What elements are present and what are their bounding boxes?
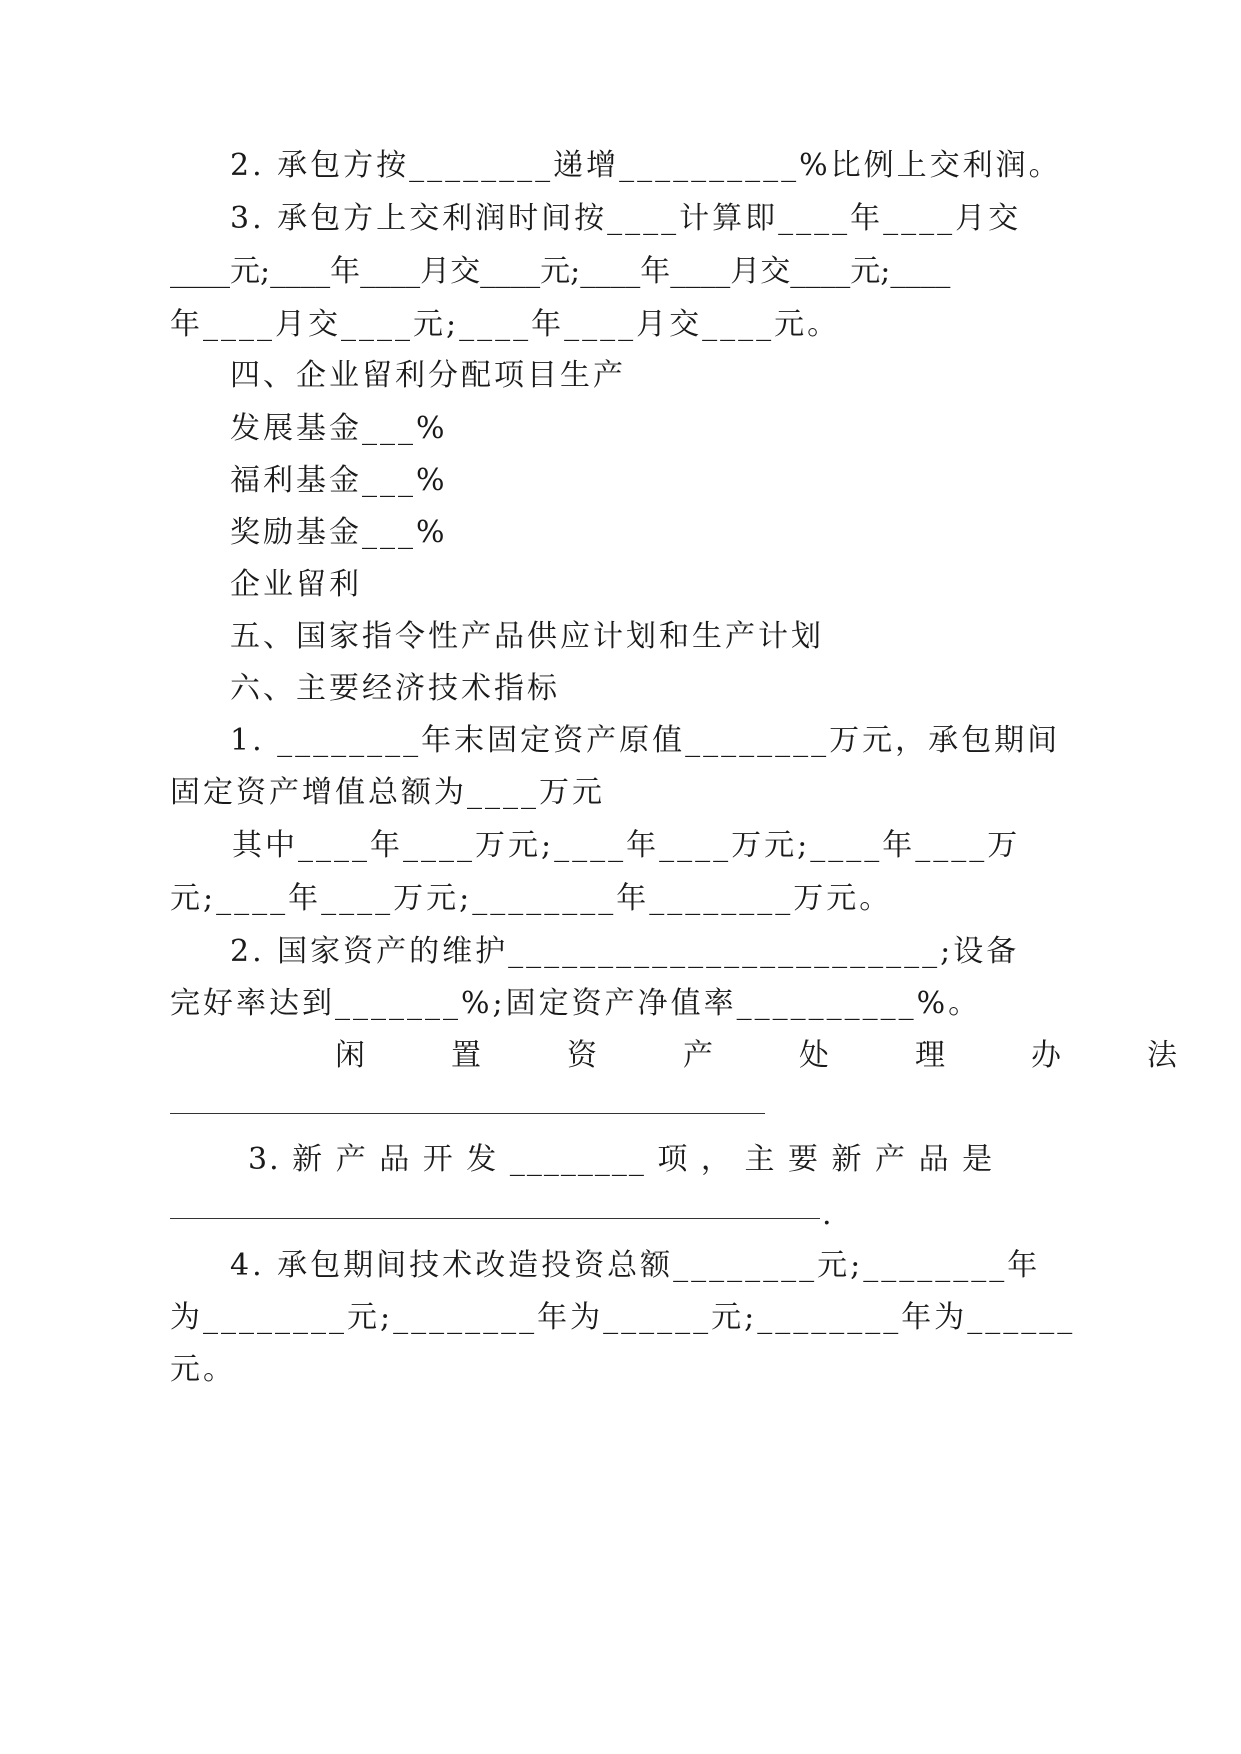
text-line: 发展基金___%	[230, 411, 448, 446]
text-line: 为________元;________年为______元;________年为______	[170, 1300, 1076, 1335]
text-line: 奖励基金___%	[230, 515, 448, 550]
section-heading: 五、国家指令性产品供应计划和生产计划	[230, 619, 824, 654]
text-line: 3. 新 产 品 开 发 ________ 项 ， 主 要 新 产 品 是	[248, 1142, 995, 1177]
section-heading: 四、企业留利分配项目生产	[230, 358, 626, 393]
blank-underline	[170, 1218, 820, 1219]
text-line: 3. 承包方上交利润时间按____计算即____年____月交	[230, 201, 1022, 236]
text-line: 固定资产增值总额为____万元	[170, 775, 605, 810]
text-line: 2. 国家资产的维护________________________;设备	[230, 934, 1020, 969]
text-line: 企业留利	[230, 567, 362, 602]
text-line: 闲 置 资 产 处 理 办 法	[335, 1038, 1205, 1073]
text-line: ____元;____年____月交____元;____年____月交____元;____	[170, 254, 951, 289]
text-line: 1. ________年末固定资产原值________万元，承包期间	[230, 723, 1061, 758]
text-line: 年____月交____元;____年____月交____元。	[170, 307, 841, 342]
text-line: 其中____年____万元;____年____万元;____年____万	[232, 828, 1021, 863]
text-line: 完好率达到_______%;固定资产净值率__________%。	[170, 986, 982, 1021]
text-line: 福利基金___%	[230, 463, 448, 498]
text-line: 元;____年____万元;________年________万元。	[170, 881, 893, 916]
section-heading: 六、主要经济技术指标	[230, 671, 560, 706]
blank-underline	[170, 1113, 765, 1114]
text-line: 2. 承包方按________递增__________%比例上交利润。	[230, 148, 1062, 183]
text-line: 元。	[170, 1352, 236, 1387]
text-line: .	[822, 1197, 835, 1232]
text-line: 4. 承包期间技术改造投资总额________元;________年	[230, 1248, 1041, 1283]
